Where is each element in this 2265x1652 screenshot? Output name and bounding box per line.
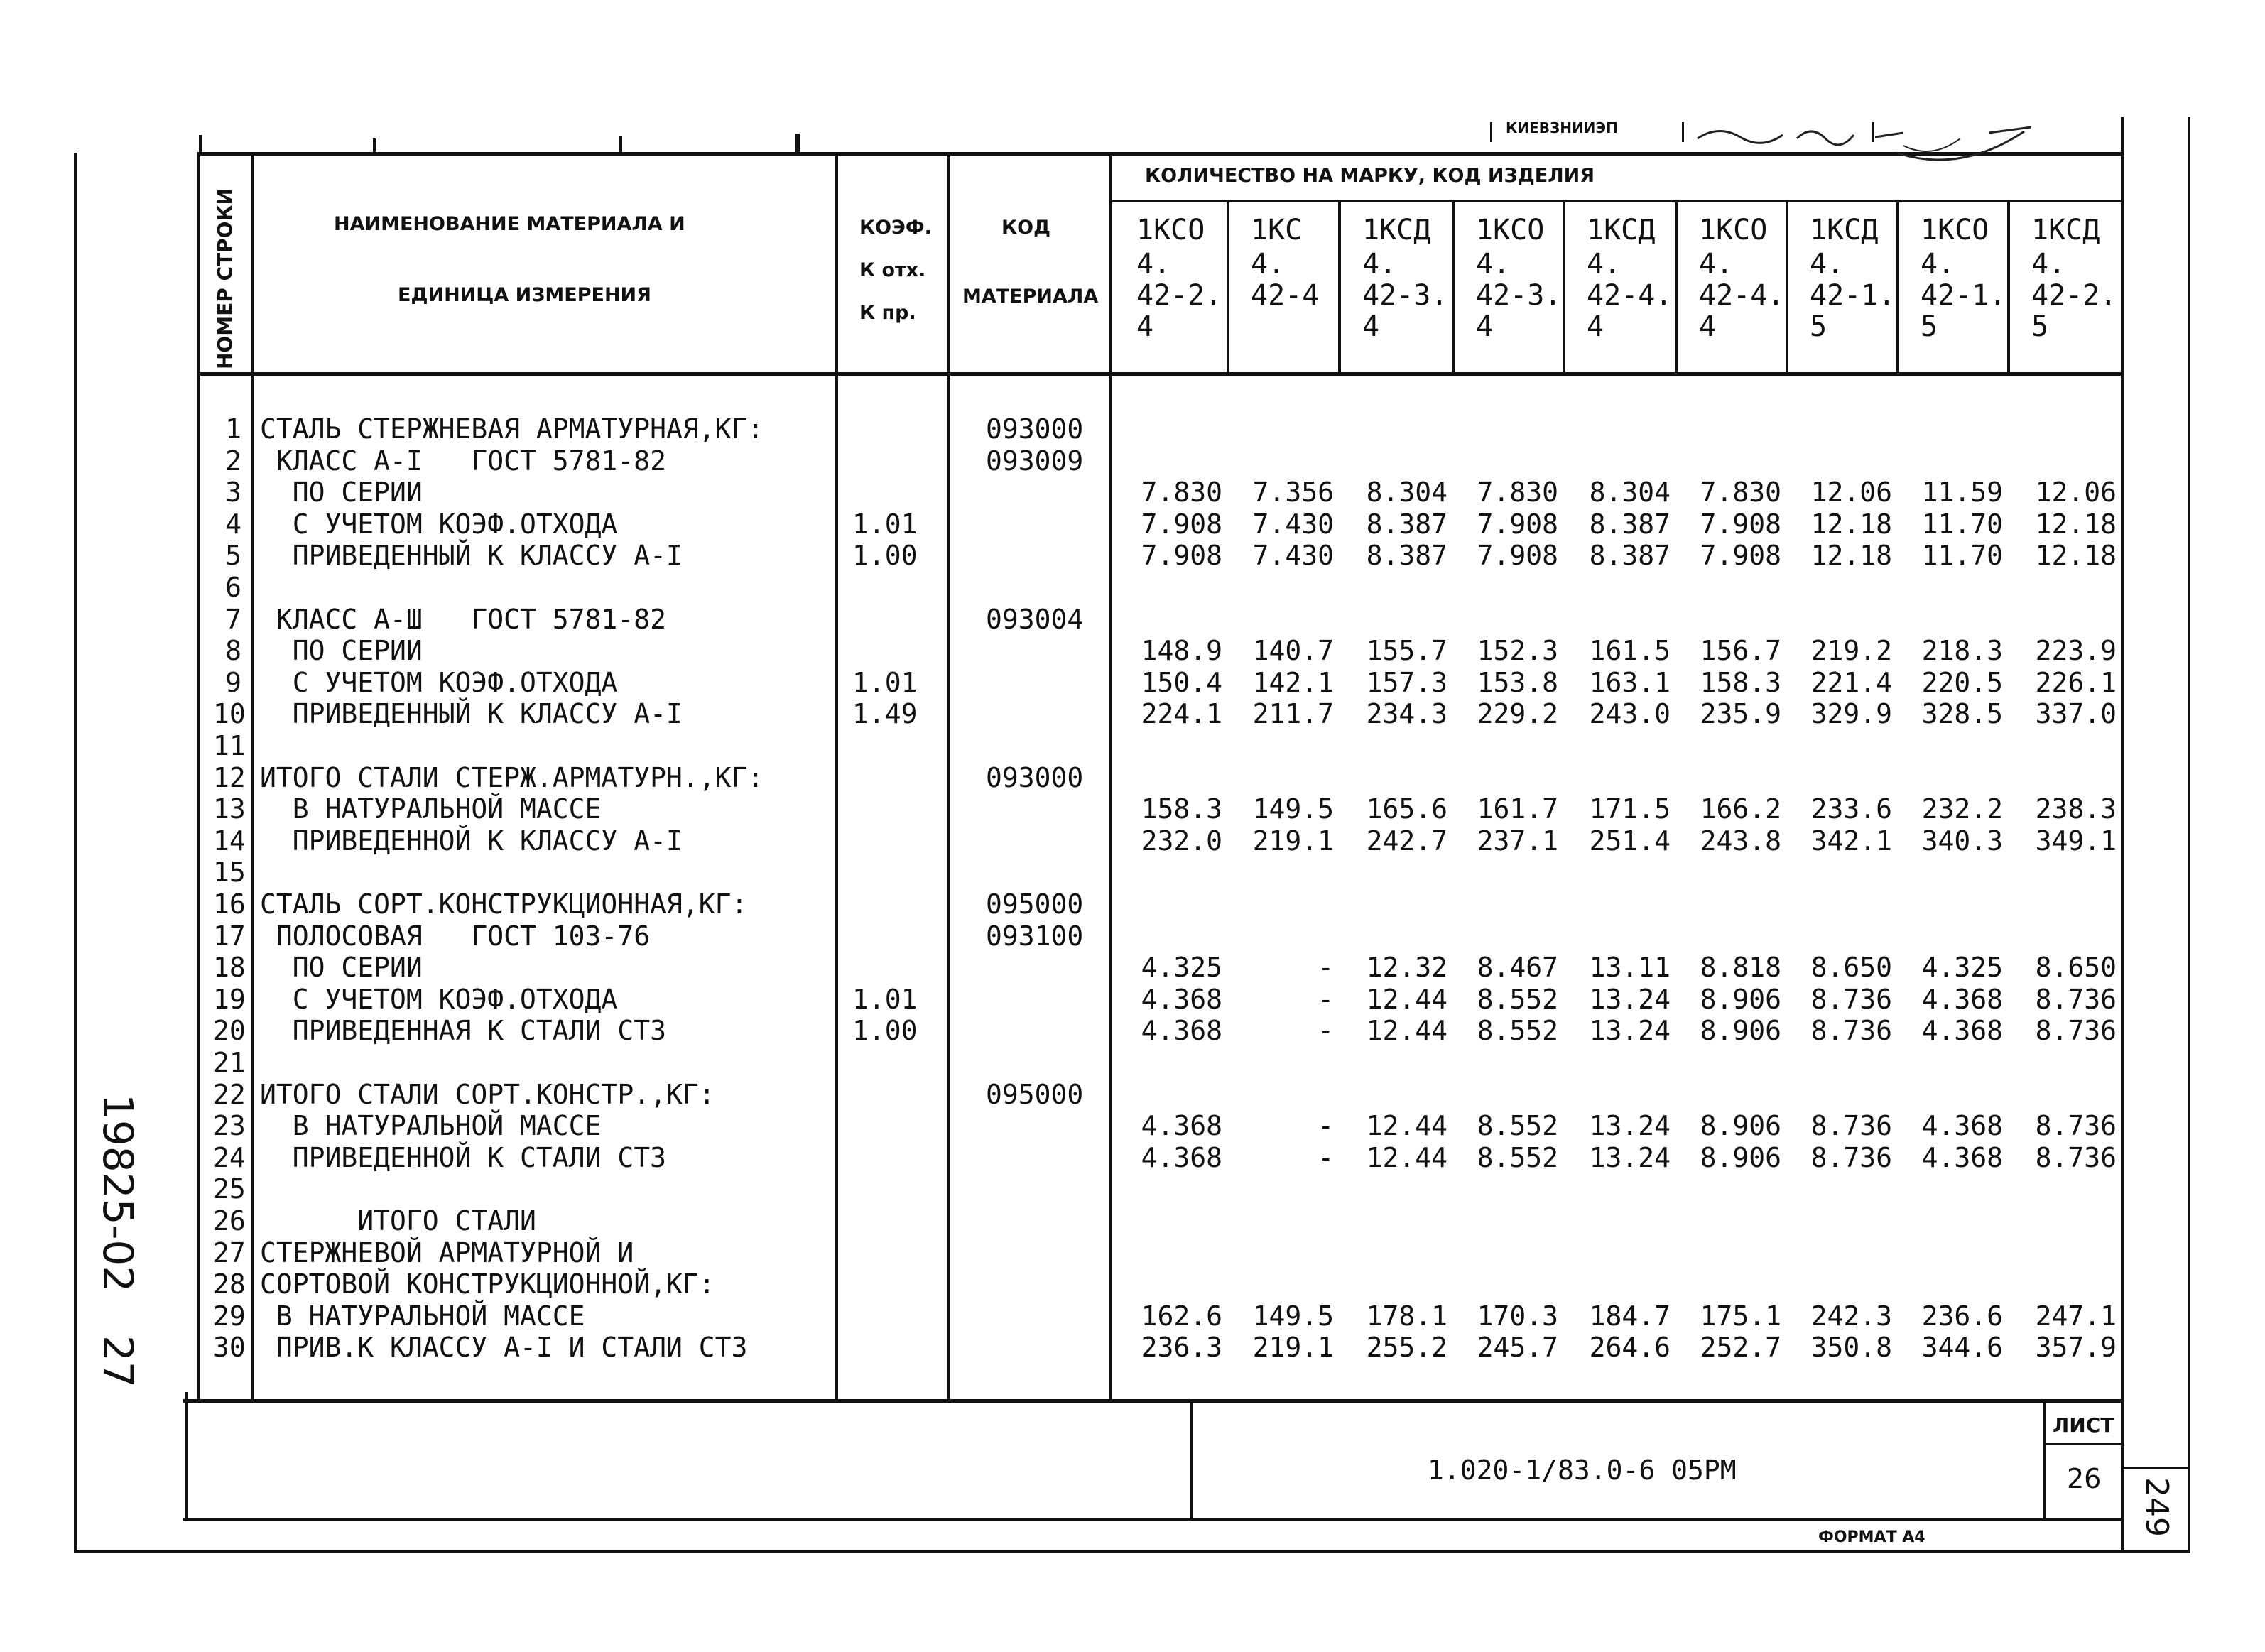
coef-header-line3: К пр. bbox=[859, 302, 916, 324]
quantity-cell: 4.368 bbox=[1921, 1015, 2003, 1046]
quantity-cell: 162.6 bbox=[1141, 1300, 1222, 1332]
quantity-cell: 12.18 bbox=[1810, 540, 1892, 571]
stamp-org: КИЕВЗНИИЭП bbox=[1506, 119, 1618, 136]
column-code: 4. 42-2. 5 bbox=[2031, 248, 2117, 343]
material-name: СТЕРЖНЕВОЙ АРМАТУРНОЙ И bbox=[260, 1237, 634, 1268]
quantity-cell: 157.3 bbox=[1366, 667, 1447, 698]
quantity-cell: 255.2 bbox=[1366, 1332, 1447, 1363]
body-bottom-line bbox=[183, 1399, 2124, 1403]
quantity-cell: 8.736 bbox=[1810, 1015, 1892, 1046]
quantity-header: КОЛИЧЕСТВО НА МАРКУ, КОД ИЗДЕЛИЯ bbox=[1145, 165, 1595, 187]
material-name: КЛАСС А-Ш ГОСТ 5781-82 bbox=[260, 604, 666, 635]
material-name: ПО СЕРИИ bbox=[260, 635, 423, 666]
material-name: В НАТУРАЛЬНОЙ МАССЕ bbox=[260, 1110, 602, 1141]
row-number: 17 bbox=[213, 920, 246, 952]
quantity-cell: 13.24 bbox=[1589, 984, 1671, 1015]
quantity-cell: 226.1 bbox=[2035, 667, 2117, 698]
quantity-cell: 12.18 bbox=[1810, 509, 1892, 540]
quantity-cell: 8.736 bbox=[2035, 1142, 2117, 1173]
page-box-top bbox=[2124, 1467, 2188, 1469]
quantity-cell: 184.7 bbox=[1589, 1300, 1671, 1332]
quantity-cell: 161.7 bbox=[1477, 793, 1558, 825]
quantity-cell: 251.4 bbox=[1589, 825, 1671, 857]
sheet-label: ЛИСТ bbox=[2053, 1413, 2114, 1437]
quantity-cell: 233.6 bbox=[1810, 793, 1892, 825]
row-number: 7 bbox=[225, 604, 241, 635]
column-code: 4. 42-4 bbox=[1251, 248, 1320, 312]
quantity-cell: 349.1 bbox=[2035, 825, 2117, 857]
column-mark: 1КСО bbox=[1921, 214, 1989, 246]
material-name: ПРИВЕДЕННОЙ К КЛАССУ А-I bbox=[260, 825, 683, 857]
material-code: 093100 bbox=[986, 920, 1084, 952]
quantity-cell: 8.387 bbox=[1589, 509, 1671, 540]
quantity-cell: 8.736 bbox=[1810, 1110, 1892, 1141]
column-mark: 1КСО bbox=[1136, 214, 1205, 246]
material-name: ПОЛОСОВАЯ ГОСТ 103-76 bbox=[260, 920, 651, 952]
column-mark: 1КСД bbox=[1810, 214, 1879, 246]
quantity-cell: 252.7 bbox=[1700, 1332, 1781, 1363]
quantity-cell: 219.1 bbox=[1252, 825, 1334, 857]
quantity-cell: 8.906 bbox=[1700, 1110, 1781, 1141]
row-number: 24 bbox=[213, 1142, 246, 1173]
top-tick bbox=[199, 135, 202, 153]
material-name: В НАТУРАЛЬНОЙ МАССЕ bbox=[260, 1300, 585, 1332]
quantity-cell: 175.1 bbox=[1700, 1300, 1781, 1332]
quantity-cell: 155.7 bbox=[1366, 635, 1447, 666]
row-number: 9 bbox=[225, 667, 241, 698]
quantity-cell: 149.5 bbox=[1252, 1300, 1334, 1332]
quantity-cell: 8.906 bbox=[1700, 984, 1781, 1015]
column-mark: 1КСД bbox=[2031, 214, 2100, 246]
sheet-number: 26 bbox=[2067, 1463, 2102, 1494]
row-number: 18 bbox=[213, 952, 246, 983]
top-tick bbox=[619, 136, 622, 152]
quantity-cell: 219.1 bbox=[1252, 1332, 1334, 1363]
quantity-cell: - bbox=[1318, 952, 1334, 983]
column-divider bbox=[1338, 202, 1341, 374]
quantity-cell: 264.6 bbox=[1589, 1332, 1671, 1363]
material-code: 095000 bbox=[986, 1079, 1084, 1110]
column-divider bbox=[1563, 202, 1565, 374]
quantity-cell: 7.908 bbox=[1141, 509, 1222, 540]
quantity-cell: 12.18 bbox=[2035, 540, 2117, 571]
top-tick bbox=[795, 134, 800, 152]
material-name: ИТОГО СТАЛИ bbox=[260, 1205, 536, 1237]
column-code: 4. 42-2. 4 bbox=[1136, 248, 1222, 343]
quantity-cell: 7.830 bbox=[1700, 477, 1781, 508]
row-number-header: НОМЕР СТРОКИ bbox=[213, 188, 237, 369]
quantity-cell: 12.06 bbox=[1810, 477, 1892, 508]
quantity-cell: 235.9 bbox=[1700, 698, 1781, 729]
quantity-title-line bbox=[1112, 200, 2124, 202]
material-code: 093000 bbox=[986, 413, 1084, 445]
quantity-cell: 223.9 bbox=[2035, 635, 2117, 666]
material-name: С УЧЕТОМ КОЭФ.ОТХОДА bbox=[260, 984, 618, 1015]
row-number: 10 bbox=[213, 698, 246, 729]
quantity-cell: - bbox=[1318, 1142, 1334, 1173]
quantity-cell: - bbox=[1318, 1015, 1334, 1046]
column-code: 4. 42-3. 4 bbox=[1362, 248, 1448, 343]
quantity-cell: 340.3 bbox=[1921, 825, 2003, 857]
row-number: 15 bbox=[213, 857, 246, 888]
quantity-cell: 142.1 bbox=[1252, 667, 1334, 698]
right-page-number: 249 bbox=[2139, 1477, 2175, 1537]
quantity-cell: 12.44 bbox=[1366, 1142, 1447, 1173]
quantity-cell: 329.9 bbox=[1810, 698, 1892, 729]
left-vertical-note: 19825-02 bbox=[94, 1094, 142, 1293]
quantity-cell: 8.650 bbox=[1810, 952, 1892, 983]
quantity-cell: 4.325 bbox=[1921, 952, 2003, 983]
material-code: 093004 bbox=[986, 604, 1084, 635]
material-name: СОРТОВОЙ КОНСТРУКЦИОННОЙ,КГ: bbox=[260, 1268, 715, 1300]
quantity-cell: 12.06 bbox=[2035, 477, 2117, 508]
column-mark: 1КСО bbox=[1699, 214, 1768, 246]
quantity-cell: 12.44 bbox=[1366, 1015, 1447, 1046]
quantity-cell: 219.2 bbox=[1810, 635, 1892, 666]
quantity-cell: 337.0 bbox=[2035, 698, 2117, 729]
quantity-cell: 165.6 bbox=[1366, 793, 1447, 825]
quantity-cell: 8.387 bbox=[1366, 509, 1447, 540]
quantity-cell: 7.430 bbox=[1252, 509, 1334, 540]
divider-rownum bbox=[251, 152, 254, 1402]
coef-value: 1.00 bbox=[852, 1015, 918, 1046]
quantity-cell: 7.908 bbox=[1700, 540, 1781, 571]
quantity-cell: 7.830 bbox=[1477, 477, 1558, 508]
quantity-cell: 236.3 bbox=[1141, 1332, 1222, 1363]
column-divider bbox=[1896, 202, 1899, 374]
quantity-cell: 8.736 bbox=[2035, 1110, 2117, 1141]
quantity-cell: 357.9 bbox=[2035, 1332, 2117, 1363]
row-number: 3 bbox=[225, 477, 241, 508]
footer-bottom-line bbox=[183, 1518, 2124, 1521]
material-name: СТАЛЬ СОРТ.КОНСТРУКЦИОННАЯ,КГ: bbox=[260, 889, 748, 920]
quantity-cell: 12.44 bbox=[1366, 1110, 1447, 1141]
quantity-cell: 238.3 bbox=[2035, 793, 2117, 825]
column-code: 4. 42-1. 5 bbox=[1810, 248, 1896, 343]
quantity-cell: 8.552 bbox=[1477, 1142, 1558, 1173]
outer-right-border bbox=[2188, 117, 2190, 1552]
row-number: 4 bbox=[225, 509, 241, 540]
footer-divider bbox=[1190, 1401, 1193, 1520]
quantity-cell: 4.368 bbox=[1921, 1110, 2003, 1141]
quantity-cell: 148.9 bbox=[1141, 635, 1222, 666]
quantity-cell: 166.2 bbox=[1700, 793, 1781, 825]
row-number: 2 bbox=[225, 445, 241, 477]
row-number: 12 bbox=[213, 762, 246, 793]
row-number: 27 bbox=[213, 1237, 246, 1268]
material-name: ПО СЕРИИ bbox=[260, 952, 423, 983]
row-number: 25 bbox=[213, 1173, 246, 1205]
quantity-cell: 13.24 bbox=[1589, 1142, 1671, 1173]
material-code: 093000 bbox=[986, 762, 1084, 793]
row-number: 14 bbox=[213, 825, 246, 857]
coef-value: 1.01 bbox=[852, 984, 918, 1015]
quantity-cell: 4.368 bbox=[1141, 1110, 1222, 1141]
column-code: 4. 42-3. 4 bbox=[1476, 248, 1562, 343]
quantity-cell: 8.467 bbox=[1477, 952, 1558, 983]
quantity-cell: 8.736 bbox=[2035, 984, 2117, 1015]
quantity-cell: 243.8 bbox=[1700, 825, 1781, 857]
row-number: 20 bbox=[213, 1015, 246, 1046]
quantity-cell: 8.906 bbox=[1700, 1015, 1781, 1046]
top-tick bbox=[373, 138, 376, 153]
outer-left-border bbox=[74, 153, 77, 1552]
format-label: ФОРМАТ А4 bbox=[1818, 1528, 1925, 1546]
material-code: 095000 bbox=[986, 889, 1084, 920]
sheet-box-left bbox=[2043, 1401, 2046, 1520]
column-divider bbox=[1227, 202, 1229, 374]
row-number: 22 bbox=[213, 1079, 246, 1110]
quantity-cell: 8.552 bbox=[1477, 1110, 1558, 1141]
quantity-cell: 229.2 bbox=[1477, 698, 1558, 729]
material-header-line2: ЕДИНИЦА ИЗМЕРЕНИЯ bbox=[398, 284, 651, 306]
quantity-cell: 8.736 bbox=[2035, 1015, 2117, 1046]
material-name: СТАЛЬ СТЕРЖНЕВАЯ АРМАТУРНАЯ,КГ: bbox=[260, 413, 764, 445]
stamp-divider bbox=[1490, 122, 1492, 142]
quantity-cell: 243.0 bbox=[1589, 698, 1671, 729]
quantity-cell: 11.70 bbox=[1921, 509, 2003, 540]
material-name: ПО СЕРИИ bbox=[260, 477, 423, 508]
column-divider bbox=[1786, 202, 1788, 374]
quantity-cell: 8.736 bbox=[1810, 984, 1892, 1015]
quantity-cell: 170.3 bbox=[1477, 1300, 1558, 1332]
quantity-cell: 8.304 bbox=[1589, 477, 1671, 508]
quantity-cell: 8.736 bbox=[1810, 1142, 1892, 1173]
table-right-line bbox=[2121, 117, 2124, 1552]
quantity-cell: 7.908 bbox=[1700, 509, 1781, 540]
column-mark: 1КСО bbox=[1476, 214, 1545, 246]
column-divider bbox=[1452, 202, 1455, 374]
quantity-cell: 232.2 bbox=[1921, 793, 2003, 825]
header-bottom-line bbox=[197, 372, 2124, 376]
material-name: ПРИВЕДЕННАЯ К СТАЛИ СТ3 bbox=[260, 1015, 666, 1046]
row-number: 16 bbox=[213, 889, 246, 920]
quantity-cell: 7.356 bbox=[1252, 477, 1334, 508]
outer-bottom-border bbox=[74, 1550, 2190, 1553]
quantity-cell: 328.5 bbox=[1921, 698, 2003, 729]
quantity-cell: 8.552 bbox=[1477, 984, 1558, 1015]
quantity-cell: 7.908 bbox=[1477, 540, 1558, 571]
quantity-cell: 242.3 bbox=[1810, 1300, 1892, 1332]
quantity-cell: 4.368 bbox=[1921, 1142, 2003, 1173]
quantity-cell: 7.908 bbox=[1141, 540, 1222, 571]
quantity-cell: 245.7 bbox=[1477, 1332, 1558, 1363]
column-divider bbox=[2007, 202, 2010, 374]
coef-header-line1: КОЭФ. bbox=[859, 217, 932, 239]
quantity-cell: 7.430 bbox=[1252, 540, 1334, 571]
quantity-cell: 247.1 bbox=[2035, 1300, 2117, 1332]
quantity-cell: 8.387 bbox=[1366, 540, 1447, 571]
quantity-cell: 221.4 bbox=[1810, 667, 1892, 698]
material-name: ИТОГО СТАЛИ СОРТ.КОНСТР.,КГ: bbox=[260, 1079, 715, 1110]
quantity-cell: 12.32 bbox=[1366, 952, 1447, 983]
quantity-cell: 236.6 bbox=[1921, 1300, 2003, 1332]
table-left-line bbox=[197, 152, 200, 1402]
quantity-cell: 8.304 bbox=[1366, 477, 1447, 508]
quantity-cell: 8.818 bbox=[1700, 952, 1781, 983]
row-number: 19 bbox=[213, 984, 246, 1015]
material-name: ПРИВЕДЕННЫЙ К КЛАССУ А-I bbox=[260, 540, 683, 571]
stamp-divider bbox=[1682, 122, 1684, 142]
quantity-cell: - bbox=[1318, 1110, 1334, 1141]
sheet-box-mid bbox=[2043, 1443, 2122, 1445]
coef-value: 1.01 bbox=[852, 667, 918, 698]
quantity-cell: 11.70 bbox=[1921, 540, 2003, 571]
quantity-cell: - bbox=[1318, 984, 1334, 1015]
quantity-cell: 218.3 bbox=[1921, 635, 2003, 666]
divider-coef bbox=[947, 152, 950, 1402]
quantity-cell: 4.368 bbox=[1141, 1142, 1222, 1173]
quantity-cell: 150.4 bbox=[1141, 667, 1222, 698]
material-name: ПРИВЕДЕННЫЙ К КЛАССУ А-I bbox=[260, 698, 683, 729]
quantity-cell: 156.7 bbox=[1700, 635, 1781, 666]
quantity-cell: 8.387 bbox=[1589, 540, 1671, 571]
row-number: 23 bbox=[213, 1110, 246, 1141]
quantity-cell: 13.11 bbox=[1589, 952, 1671, 983]
quantity-cell: 4.325 bbox=[1141, 952, 1222, 983]
quantity-cell: 163.1 bbox=[1589, 667, 1671, 698]
row-number: 21 bbox=[213, 1047, 246, 1078]
row-number: 6 bbox=[225, 572, 241, 603]
column-code: 4. 42-4. 4 bbox=[1699, 248, 1785, 343]
table-left-line-2 bbox=[185, 1392, 188, 1520]
quantity-cell: 8.552 bbox=[1477, 1015, 1558, 1046]
quantity-cell: 12.18 bbox=[2035, 509, 2117, 540]
code-header-line1: КОД bbox=[1001, 217, 1051, 239]
left-page-note: 27 bbox=[94, 1335, 142, 1388]
coef-value: 1.49 bbox=[852, 698, 918, 729]
signature-scribble bbox=[1690, 117, 2117, 174]
row-number: 5 bbox=[225, 540, 241, 571]
quantity-cell: 4.368 bbox=[1921, 984, 2003, 1015]
row-number: 11 bbox=[213, 730, 246, 761]
quantity-cell: 178.1 bbox=[1366, 1300, 1447, 1332]
quantity-cell: 12.44 bbox=[1366, 984, 1447, 1015]
quantity-cell: 8.650 bbox=[2035, 952, 2117, 983]
coef-value: 1.01 bbox=[852, 509, 918, 540]
quantity-cell: 344.6 bbox=[1921, 1332, 2003, 1363]
quantity-cell: 8.906 bbox=[1700, 1142, 1781, 1173]
quantity-cell: 4.368 bbox=[1141, 1015, 1222, 1046]
quantity-cell: 158.3 bbox=[1700, 667, 1781, 698]
quantity-cell: 220.5 bbox=[1921, 667, 2003, 698]
row-number: 8 bbox=[225, 635, 241, 666]
quantity-cell: 153.8 bbox=[1477, 667, 1558, 698]
material-code: 093009 bbox=[986, 445, 1084, 477]
quantity-cell: 4.368 bbox=[1141, 984, 1222, 1015]
row-number: 26 bbox=[213, 1205, 246, 1237]
quantity-cell: 140.7 bbox=[1252, 635, 1334, 666]
divider-material bbox=[835, 152, 838, 1402]
quantity-cell: 152.3 bbox=[1477, 635, 1558, 666]
quantity-cell: 149.5 bbox=[1252, 793, 1334, 825]
row-number: 1 bbox=[225, 413, 241, 445]
material-header-line1: НАИМЕНОВАНИЕ МАТЕРИАЛА И bbox=[334, 213, 685, 235]
column-mark: 1КС bbox=[1251, 214, 1303, 246]
quantity-cell: 342.1 bbox=[1810, 825, 1892, 857]
column-divider bbox=[1675, 202, 1678, 374]
row-number: 30 bbox=[213, 1332, 246, 1363]
quantity-cell: 237.1 bbox=[1477, 825, 1558, 857]
quantity-cell: 7.908 bbox=[1477, 509, 1558, 540]
divider-code bbox=[1109, 152, 1112, 1402]
doc-code: 1.020-1/83.0-6 05РМ bbox=[1428, 1455, 1737, 1486]
row-number: 28 bbox=[213, 1268, 246, 1300]
quantity-cell: 350.8 bbox=[1810, 1332, 1892, 1363]
row-number: 29 bbox=[213, 1300, 246, 1332]
quantity-cell: 211.7 bbox=[1252, 698, 1334, 729]
quantity-cell: 11.59 bbox=[1921, 477, 2003, 508]
quantity-cell: 242.7 bbox=[1366, 825, 1447, 857]
column-code: 4. 42-1. 5 bbox=[1921, 248, 2006, 343]
material-name: КЛАСС А-I ГОСТ 5781-82 bbox=[260, 445, 666, 477]
material-name: ПРИВЕДЕННОЙ К СТАЛИ СТ3 bbox=[260, 1142, 666, 1173]
column-mark: 1КСД bbox=[1587, 214, 1656, 246]
coef-header-line2: К отх. bbox=[859, 259, 926, 281]
material-name: ПРИВ.К КЛАССУ А-I И СТАЛИ СТ3 bbox=[260, 1332, 748, 1363]
quantity-cell: 232.0 bbox=[1141, 825, 1222, 857]
material-name: С УЧЕТОМ КОЭФ.ОТХОДА bbox=[260, 509, 618, 540]
quantity-cell: 234.3 bbox=[1366, 698, 1447, 729]
column-mark: 1КСД bbox=[1362, 214, 1431, 246]
quantity-cell: 7.830 bbox=[1141, 477, 1222, 508]
code-header-line2: МАТЕРИАЛА bbox=[962, 286, 1099, 308]
quantity-cell: 13.24 bbox=[1589, 1110, 1671, 1141]
material-name: ИТОГО СТАЛИ СТЕРЖ.АРМАТУРН.,КГ: bbox=[260, 762, 764, 793]
quantity-cell: 224.1 bbox=[1141, 698, 1222, 729]
material-name: В НАТУРАЛЬНОЙ МАССЕ bbox=[260, 793, 602, 825]
quantity-cell: 161.5 bbox=[1589, 635, 1671, 666]
row-number: 13 bbox=[213, 793, 246, 825]
material-name: С УЧЕТОМ КОЭФ.ОТХОДА bbox=[260, 667, 618, 698]
column-code: 4. 42-4. 4 bbox=[1587, 248, 1673, 343]
quantity-cell: 171.5 bbox=[1589, 793, 1671, 825]
coef-value: 1.00 bbox=[852, 540, 918, 571]
quantity-cell: 158.3 bbox=[1141, 793, 1222, 825]
quantity-cell: 13.24 bbox=[1589, 1015, 1671, 1046]
